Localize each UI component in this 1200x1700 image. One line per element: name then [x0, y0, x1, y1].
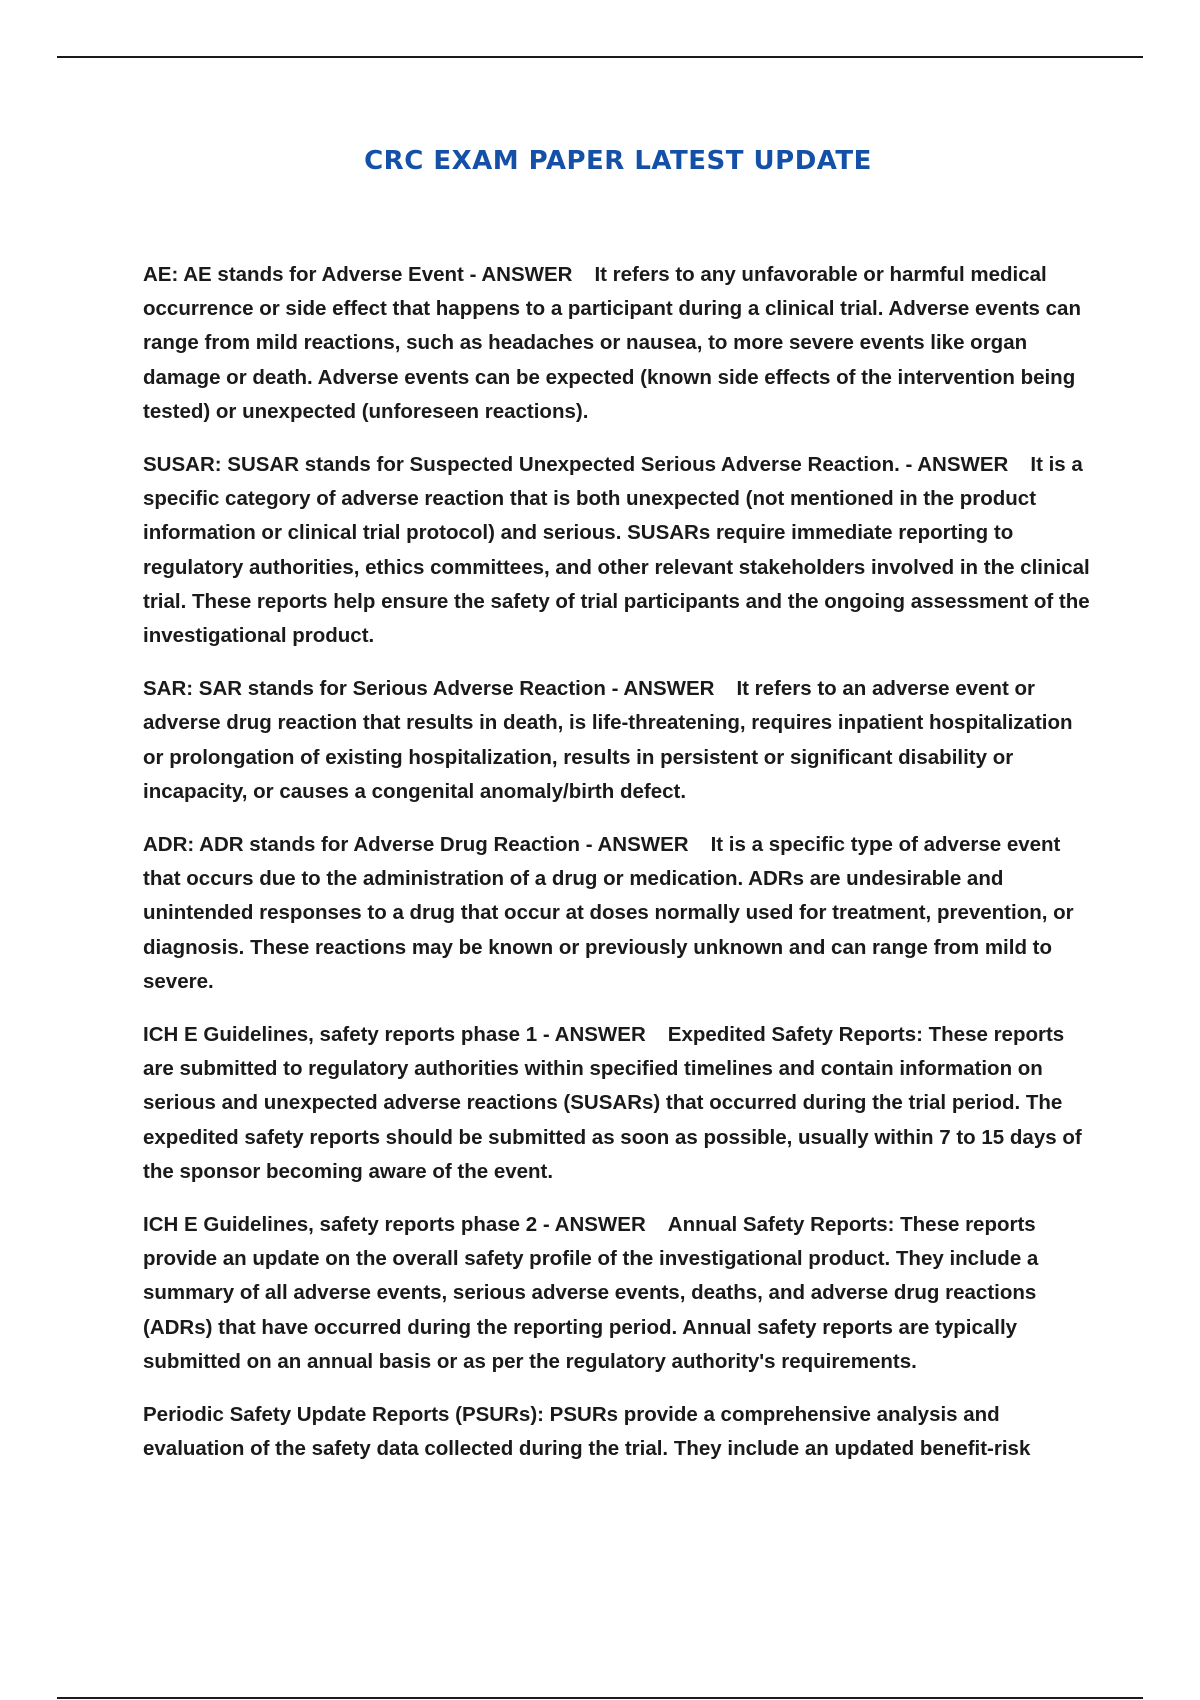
question: SUSAR: SUSAR stands for Suspected Unexpected Serious Adverse Reaction. - ANSWER: [143, 453, 1009, 477]
answer: It refers to an adverse event or adverse drug reaction that results in death, is life-threatening, requires inpatient hospitalization or prolongation of existing hospitalization, results in persistent or significant disability or incapacity, or causes a congenital anomaly/birth defect.: [143, 677, 1073, 803]
question: SAR: SAR stands for Serious Adverse Reaction - ANSWER: [143, 677, 715, 701]
answer: It refers to any unfavorable or harmful medical occurrence or side effect that happens to a participant during a clinical trial. Adverse events can range from mild reactions, such as headaches or nausea, to more severe events like organ damage or death. Adverse events can be expected (known side effects of the intervention being tested) or unexpected (unforeseen reactions).: [143, 263, 1081, 423]
qa-entry-ich-phase-2: [143, 1208, 1090, 1379]
qa-entry-susar: [143, 448, 1090, 653]
qa-entry-ich-phase-1: [143, 1018, 1090, 1189]
qa-entry-ae: [143, 258, 1090, 429]
answer: Annual Safety Reports: These reports provide an update on the overall safety profile of the investigational product. They include a summary of all adverse events, serious adverse events, deaths, and adverse drug reactions (ADRs) that have occurred during the reporting period. Annual safety reports are typically submitted on an annual basis or as per the regulatory authority's requirements.: [143, 1213, 1039, 1373]
qa-entry-adr: [143, 828, 1090, 999]
question: ICH E Guidelines, safety reports phase 1 - ANSWER: [143, 1023, 646, 1047]
header-rule: [57, 56, 1143, 58]
psur-paragraph: Periodic Safety Update Reports (PSURs): PSURs provide a comprehensive analysis and evaluation of the safety data collected during the trial. They include an updated benefit-risk: [143, 1403, 1031, 1461]
qa-entry-sar: [143, 672, 1090, 809]
page-title: CRC EXAM PAPER LATEST UPDATE: [364, 146, 872, 176]
answer: It is a specific type of adverse event that occurs due to the administration of a drug or medication. ADRs are undesirable and unintended responses to a drug that occur at doses normally used for treatment, prevention, or diagnosis. These reactions may be known or previously unknown and can range from mild to severe.: [143, 833, 1074, 993]
document-body: [143, 258, 1090, 1486]
question: ADR: ADR stands for Adverse Drug Reaction - ANSWER: [143, 833, 689, 857]
footer-rule: [57, 1697, 1143, 1699]
answer: It is a specific category of adverse reaction that is both unexpected (not mentioned in the product information or clinical trial protocol) and serious. SUSARs require immediate reporting to regulatory authorities, ethics committees, and other relevant stakeholders involved in the clinical trial. These reports help ensure the safety of trial participants and the ongoing assessment of the investigational product.: [143, 453, 1090, 648]
answer: Expedited Safety Reports: These reports are submitted to regulatory authorities within specified timelines and contain information on serious and unexpected adverse reactions (SUSARs) that occurred during the trial period. The expedited safety reports should be submitted as soon as possible, usually within 7 to 15 days of the sponsor becoming aware of the event.: [143, 1023, 1082, 1183]
question: ICH E Guidelines, safety reports phase 2 - ANSWER: [143, 1213, 646, 1237]
question: AE: AE stands for Adverse Event - ANSWER: [143, 263, 573, 286]
